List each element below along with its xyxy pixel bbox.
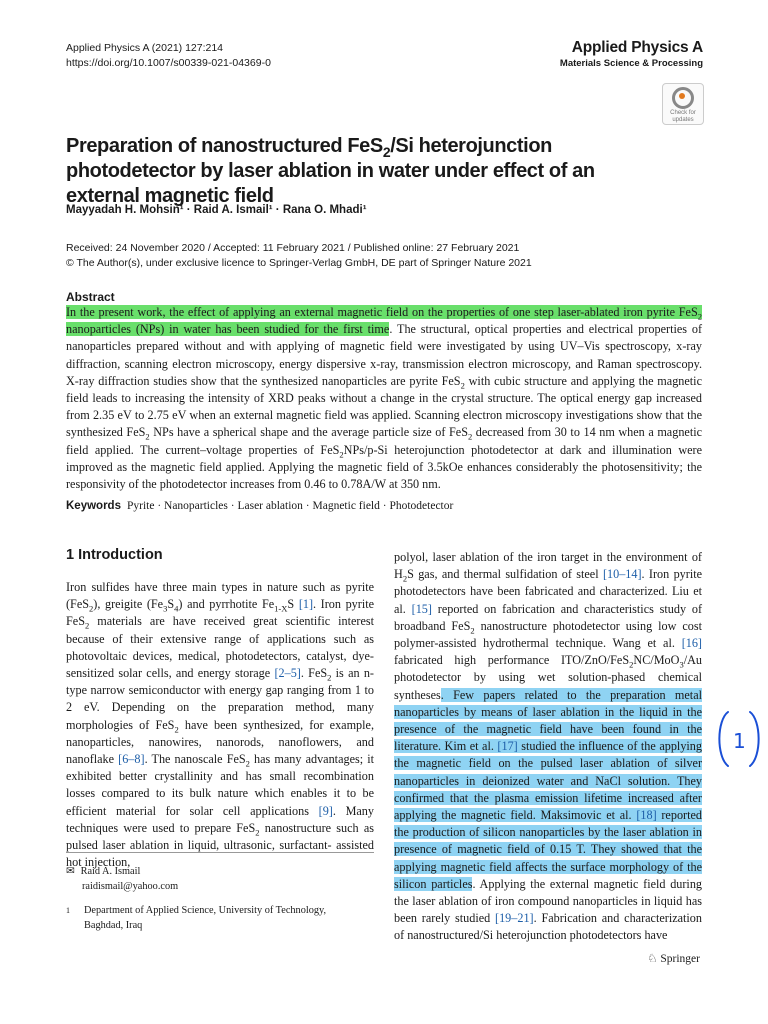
citation-link[interactable]: [1] [298, 597, 314, 612]
contact-name: Raid A. Ismail [80, 866, 141, 877]
intro-left-column: Iron sulfides have three main types in nature such as pyrite (FeS$_2$), greigite $(Fe_3S_4)$ and pyrrhotite $Fe_{1-X}S$ [1]. Iron pyrite FeS$_2$ materials are have received great scientific interest because of their extensive range of applications such as photovoltaic devices, medical, photodetectors, catalyst, dye-sensitized solar cells, and energy storage [2–5]. FeS$_2$ is an n-type narrow semiconductor with energy gap ranging from 1 to 2 eV. Depending on the preparation method, many morphologies of FeS$_2$ have been synthesized, for example, nanoparticles, nanowires, nanorods, nanoflowers, and nanoflake [6–8]. The nanoscale FeS$_2$ has many advantages; it exhibited better crystallinity and has small recombination losses compared to its bulk nature which enables it to be efficient material for solar cell applications [9]. Many techniques were used to prepare FeS$_2$ nanostructure such as pulsed laser ablation in liquid, ultrasonic, surfactant- assisted hot injection, [66, 580, 375, 870]
doi-link[interactable]: https://doi.org/10.1007/s00339-021-04369-0 [66, 57, 271, 69]
footnote-contact [66, 864, 178, 894]
badge-text-2: updates [672, 117, 694, 123]
citation-link[interactable]: [16] [681, 636, 702, 651]
annotation-paren-right [750, 712, 759, 766]
badge-text-1: Check for [670, 110, 696, 116]
section-heading-introduction: 1 Introduction [66, 547, 163, 563]
citation-link[interactable]: [2–5] [274, 666, 301, 681]
journal-brand [560, 38, 703, 71]
highlighted-text: . Few papers related to the preparation metal nanoparticles by means of laser ablation in the liquid in the presence of the magnetic field have been found in the literature. Kim et al. [17] studied the influence of the applying the magnetic field on the pulsed laser ablation of silver nanoparticles in deionized water and NaCl solution. They confirmed that the plasma emission lifetime increased after applying the magnetic field. Maksimovic et al. [18] reported the production of silicon nanoparticles by the laser ablation in presence of magnetic field of 0.15 T. They showed that the applying magnetic field affects the surface morphology of the silicon particles [394, 687, 702, 891]
copyright-line: © The Author(s), under exclusive licence to Springer-Verlag GmbH, DE part of Springer Nature 2021 [66, 257, 532, 269]
keywords-list: Pyrite · Nanoparticles · Laser ablation · Magnetic field · Photodetector [126, 500, 454, 512]
publisher-logo [647, 951, 700, 965]
affiliation-number: 1 [66, 906, 70, 915]
citation-link[interactable]: [17] [497, 739, 518, 754]
journal-citation: Applied Physics A (2021) 127:214 [66, 42, 224, 54]
springer-horse-icon: ♘ [647, 953, 658, 965]
contact-email[interactable]: raidismail@yahoo.com [82, 881, 179, 892]
keywords-label: Keywords [66, 500, 121, 512]
check-for-updates-badge[interactable] [662, 83, 704, 125]
received-line: Received: 24 November 2020 / Accepted: 11 February 2021 / Published online: 27 February 2021 [66, 242, 520, 254]
citation-link[interactable]: [19–21] [495, 911, 534, 926]
annotation-number: 1 [733, 729, 746, 753]
publication-dates [66, 241, 532, 271]
check-updates-icon [672, 87, 694, 109]
citation-link[interactable]: [18] [636, 808, 657, 823]
author-list: Mayyadah H. Mohsin¹ · Raid A. Ismail¹ · Rana O. Mhadi¹ [66, 204, 367, 216]
intro-right-column: polyol, laser ablation of the iron target in the environment of $H_2S$ gas, and thermal sulfidation of steel [10–14]. Iron pyrite photodetectors have been fabricated and characterized. Liu et al. [15] reported on fabrication and characteristics study of broadband FeS$_2$ nanostructure photodetector using low cost polymer-assisted hydrothermal technique. Wang et al. [16] fabricated high performance ITO/ZnO/FeS$_2$NC/MoO$_3$/Au photodetector by using wet solution-phased chemical syntheses. Few papers related to the preparation metal nanoparticles by means of laser ablation in the liquid in the presence of the magnetic field have been found in the literature. Kim et al. [17] studied the influence of the applying the magnetic field on the pulsed laser ablation of silver nanoparticles in deionized water and NaCl solution. They confirmed that the plasma emission lifetime increased after applying the magnetic field. Maksimovic et al. [18] reported the production of silicon nanoparticles by the laser ablation in presence of magnetic field of 0.15 T. They showed that the applying magnetic field affects the surface morphology of the silicon particles. Applying the external magnetic field during the laser ablation of iron compound nanoparticles in liquid has been rarely studied [19–21]. Fabrication and characterization of nanostructured/Si heterojunction photodetectors have [394, 550, 703, 943]
journal-meta [66, 41, 271, 71]
annotation-paren-left [719, 712, 728, 766]
paper-title: Preparation of nanostructured FeS$_2$/Si heterojunction photodetector by laser ablation in water under effect of an external magnetic field [66, 135, 595, 207]
journal-subtitle: Materials Science & Processing [559, 58, 703, 69]
citation-link[interactable]: [10–14] [602, 567, 642, 582]
citation-link[interactable]: [15] [411, 601, 432, 616]
abstract-heading: Abstract [66, 290, 115, 304]
publisher-name: Springer [660, 953, 700, 965]
handwritten-annotation [714, 706, 764, 774]
footnote-affiliation [66, 903, 374, 933]
highlighted-text: In the present work, the effect of applying an external magnetic field on the properties of one step laser-ablated iron pyrite FeS$_2$ nanoparticles (NPs) in water has been studied for the first time [66, 305, 702, 337]
keywords-line [66, 500, 453, 512]
envelope-icon: ✉ [66, 866, 75, 877]
citation-link[interactable]: [6–8] [118, 752, 145, 767]
affiliation-text: Department of Applied Science, University of Technology, Baghdad, Iraq [84, 905, 327, 931]
citation-link[interactable]: [9] [318, 803, 333, 818]
footnote-divider [66, 852, 374, 853]
abstract-body: In the present work, the effect of applying an external magnetic field on the properties of one step laser-ablated iron pyrite FeS$_2$ nanoparticles (NPs) in water has been studied for the first time. The structural, optical properties and electrical properties of nanoparticles prepared without and with applying of magnetic field were investigated by using UV–Vis spectroscopy, x-ray diffraction, scanning electron microscopy, energy dispersive x-ray, transmission electron microscopy, and Raman spectroscopy. X-ray diffraction studies show that the synthesized nanoparticles are pyrite FeS$_2$ with cubic structure and applying the magnetic field leads to increasing the intensity of XRD peaks without a change in the crystal structure. The optical energy gap increased from 2.35 eV to 2.75 eV when an external magnetic field was applied. Scanning electron microscopy investigations show that the synthesized FeS$_2$ NPs have a spherical shape and the average particle size of FeS$_2$ decreased from 30 to 14 nm when a magnetic field applied. The current–voltage properties of FeS$_2$NPs/p-Si heterojunction photodetector at dark and illumination were improved as the magnetic field applied. Applying the magnetic field of 3.5kOe enhances considerably the photosensitivity; the responsivity of the photodetector increases from 0.46 to 0.78A/W at 350 nm. [66, 305, 703, 492]
journal-name: Applied Physics A [571, 39, 703, 56]
